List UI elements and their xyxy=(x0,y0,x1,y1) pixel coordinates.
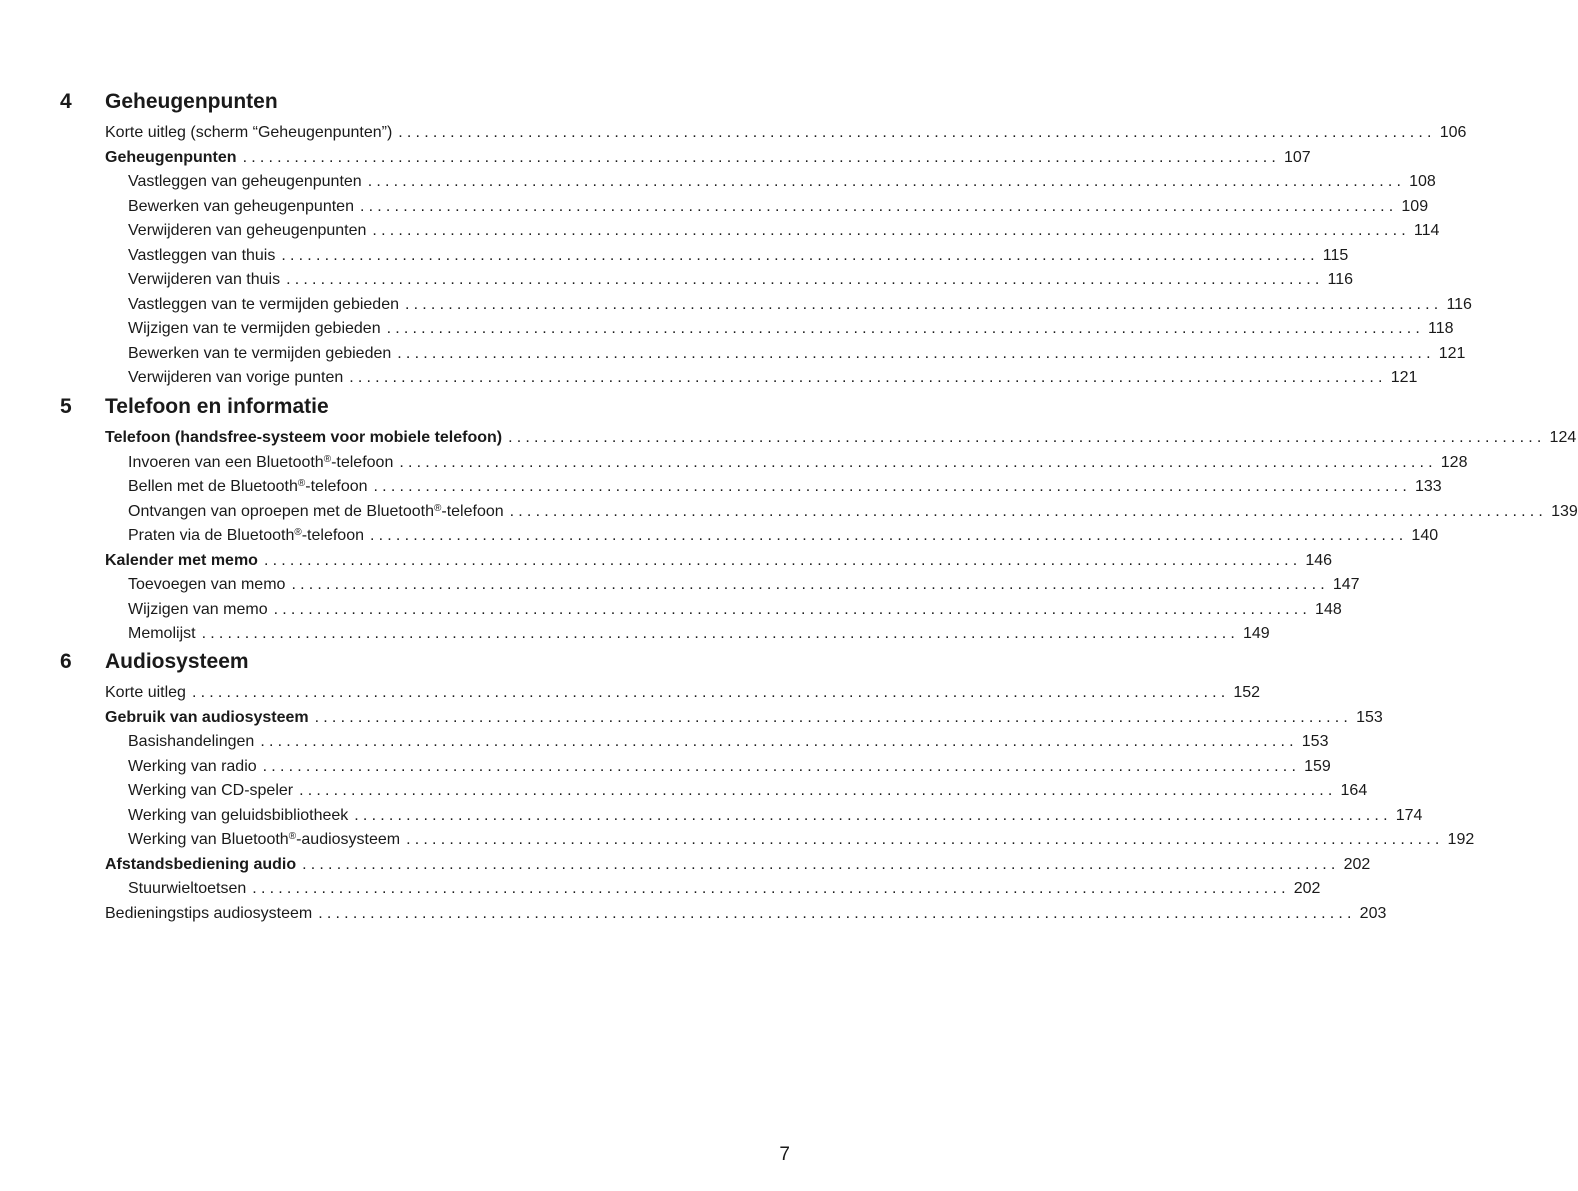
toc-entry-page: 128 xyxy=(1440,453,1468,471)
toc-entry-page: 121 xyxy=(1438,344,1466,362)
dot-leader: ........................................................................................................................ xyxy=(291,576,1329,593)
dot-leader: ........................................................................................................................ xyxy=(281,246,1319,264)
toc-entry-page: 147 xyxy=(1332,576,1360,593)
toc-entry-page: 108 xyxy=(1409,173,1436,190)
dot-leader: ........................................................................................................................ xyxy=(509,502,1548,520)
dot-leader: ........................................................................................................................ xyxy=(299,782,1337,799)
toc-entry-title: Werking van Bluetooth®-audiosysteem xyxy=(128,831,401,848)
toc-entry-page: 139 xyxy=(1551,502,1578,520)
dot-leader: ........................................................................................................................ xyxy=(359,197,1398,215)
toc-entry[interactable] xyxy=(0,426,1577,451)
toc-entry-page: 109 xyxy=(1401,197,1429,215)
chapter-title: Geheugenpunten xyxy=(105,90,278,113)
toc-entry-page: 164 xyxy=(1340,782,1368,799)
toc-entry[interactable] xyxy=(0,853,1371,878)
toc-entry[interactable] xyxy=(0,146,1311,171)
toc-entry-title: Vastleggen van geheugenpunten xyxy=(128,173,362,190)
toc-entry-page: 121 xyxy=(1390,369,1418,386)
toc-entry[interactable] xyxy=(0,877,1321,902)
toc-entry[interactable] xyxy=(0,500,1578,525)
toc-entry-page: 124 xyxy=(1549,429,1577,446)
toc-entry-title: Korte uitleg (scherm “Geheugenpunten”) xyxy=(105,124,393,141)
toc-entry-page: 159 xyxy=(1304,757,1331,775)
toc-entry-page: 118 xyxy=(1428,320,1454,337)
toc-entry-page: 192 xyxy=(1447,831,1475,848)
toc-entry-page: 202 xyxy=(1343,855,1371,873)
toc-entry-page: 202 xyxy=(1293,880,1321,897)
dot-leader: ........................................................................................................................ xyxy=(354,806,1392,824)
toc-entry-title: Gebruik van audiosysteem xyxy=(105,708,309,726)
toc-entry-title: Korte uitleg xyxy=(105,684,186,701)
dot-leader: ........................................................................................................................ xyxy=(263,551,1302,569)
toc-entry-page: 140 xyxy=(1411,527,1439,544)
toc-entry[interactable] xyxy=(0,902,1387,927)
chapter-title: Audiosysteem xyxy=(105,650,249,673)
chapter-number: 4 xyxy=(60,90,72,113)
toc-entry[interactable] xyxy=(0,195,1429,220)
toc-entry-page: 203 xyxy=(1359,904,1387,922)
toc-entry-title: Werking van radio xyxy=(128,757,257,775)
toc-entry-title: Stuurwieltoetsen xyxy=(128,880,247,897)
dot-leader: ........................................................................................................................ xyxy=(260,733,1298,750)
chapter-title: Telefoon en informatie xyxy=(105,395,329,418)
dot-leader: ........................................................................................................................ xyxy=(242,148,1280,166)
toc-entry-title: Invoeren van een Bluetooth®-telefoon xyxy=(128,453,394,471)
toc-entry[interactable] xyxy=(0,170,1436,195)
toc-entry-title: Bewerken van te vermijden gebieden xyxy=(128,344,392,362)
toc-entry[interactable] xyxy=(0,475,1442,500)
chapter-heading xyxy=(0,86,823,118)
toc-entry[interactable] xyxy=(0,706,1383,731)
chapter-heading xyxy=(0,391,823,423)
toc-entry-page: 116 xyxy=(1446,295,1472,313)
dot-leader: ........................................................................................................................ xyxy=(372,222,1410,239)
toc-entry[interactable] xyxy=(0,219,1440,244)
toc-entry[interactable] xyxy=(0,451,1468,476)
toc-entry-title: Toevoegen van memo xyxy=(128,576,286,593)
toc-entry-title: Afstandsbediening audio xyxy=(105,855,297,873)
toc-entry[interactable] xyxy=(0,681,1261,706)
toc-entry-title: Bedieningstips audiosysteem xyxy=(105,904,313,922)
toc-entry[interactable] xyxy=(0,573,1360,598)
toc-entry-page: 114 xyxy=(1413,222,1440,239)
toc-entry-page: 149 xyxy=(1243,625,1270,642)
toc-entry-title: Vastleggen van thuis xyxy=(128,246,276,264)
toc-entry-title: Ontvangen van oproepen met de Bluetooth®-telefoon xyxy=(128,502,504,520)
toc-entry[interactable] xyxy=(0,244,1349,269)
toc-entry-title: Praten via de Bluetooth®-telefoon xyxy=(128,527,364,544)
dot-leader: ........................................................................................................................ xyxy=(367,173,1406,190)
chapter-section xyxy=(0,86,1472,391)
dot-leader: ........................................................................................................................ xyxy=(252,880,1290,897)
toc-entry-title: Basishandelingen xyxy=(128,733,255,750)
toc-entry[interactable] xyxy=(0,804,1423,829)
toc-entry-title: Wijzigen van memo xyxy=(128,600,268,618)
toc-entry[interactable] xyxy=(0,730,1329,755)
toc-entry[interactable] xyxy=(0,598,1342,623)
chapter-number: 5 xyxy=(60,395,72,418)
toc-entry-page: 174 xyxy=(1395,806,1423,824)
toc-entry-title: Wijzigen van te vermijden gebieden xyxy=(128,320,381,337)
dot-leader: ........................................................................................................................ xyxy=(191,684,1230,701)
dot-leader: ........................................................................................................................ xyxy=(405,295,1443,313)
dot-leader: ........................................................................................................................ xyxy=(302,855,1340,873)
chapter-section xyxy=(0,646,1475,926)
toc-entry-page: 153 xyxy=(1356,708,1383,726)
chapter-number: 6 xyxy=(60,650,72,673)
toc-entry-title: Bellen met de Bluetooth®-telefoon xyxy=(128,478,368,495)
toc-entry[interactable] xyxy=(0,121,1467,146)
chapter-section xyxy=(0,391,1578,647)
dot-leader: ........................................................................................................................ xyxy=(262,757,1301,775)
dot-leader: ........................................................................................................................ xyxy=(386,320,1425,337)
toc-entry-title: Kalender met memo xyxy=(105,551,258,569)
dot-leader: ........................................................................................................................ xyxy=(397,344,1435,362)
chapter-heading xyxy=(0,646,823,678)
toc-entry-page: 106 xyxy=(1439,124,1467,141)
toc-entry[interactable] xyxy=(0,755,1331,780)
toc-entry[interactable] xyxy=(0,293,1472,318)
toc-entry[interactable] xyxy=(0,268,1354,293)
dot-leader: ........................................................................................................................ xyxy=(273,600,1312,618)
toc-entry-title: Bewerken van geheugenpunten xyxy=(128,197,354,215)
toc-entry-page: 146 xyxy=(1305,551,1333,569)
dot-leader: ........................................................................................................................ xyxy=(406,831,1444,848)
toc-entry-page: 133 xyxy=(1414,478,1442,495)
dot-leader: ........................................................................................................................ xyxy=(201,625,1239,642)
toc-entry[interactable] xyxy=(0,779,1368,804)
toc-entry[interactable] xyxy=(0,342,1466,367)
dot-leader: ........................................................................................................................ xyxy=(398,124,1436,141)
dot-leader: ........................................................................................................................ xyxy=(286,271,1324,288)
toc-entry-title: Telefoon (handsfree-systeem voor mobiele telefoon) xyxy=(105,429,503,446)
toc-entry[interactable] xyxy=(0,549,1333,574)
dot-leader: ........................................................................................................................ xyxy=(399,453,1437,471)
dot-leader: ........................................................................................................................ xyxy=(508,429,1546,446)
toc-entry-page: 153 xyxy=(1301,733,1329,750)
toc-entry[interactable] xyxy=(0,366,1418,391)
toc-entry-title: Werking van geluidsbibliotheek xyxy=(128,806,349,824)
dot-leader: ........................................................................................................................ xyxy=(369,527,1408,544)
toc-entry[interactable] xyxy=(0,524,1439,549)
toc-entry-title: Memolijst xyxy=(128,625,196,642)
toc-entry[interactable] xyxy=(0,317,1454,342)
dot-leader: ........................................................................................................................ xyxy=(318,904,1356,922)
toc-entry[interactable] xyxy=(0,622,1270,647)
toc-entry[interactable] xyxy=(0,828,1475,853)
toc-entry-title: Verwijderen van geheugenpunten xyxy=(128,222,367,239)
dot-leader: ........................................................................................................................ xyxy=(373,478,1411,495)
toc-entry-title: Werking van CD-speler xyxy=(128,782,294,799)
page-number: 7 xyxy=(779,1144,790,1165)
toc-entry-page: 115 xyxy=(1322,246,1349,264)
toc-entry-page: 107 xyxy=(1284,148,1311,166)
toc-entry-title: Verwijderen van vorige punten xyxy=(128,369,344,386)
toc-entry-page: 152 xyxy=(1233,684,1261,701)
toc-entry-page: 148 xyxy=(1315,600,1342,618)
toc-entry-title: Geheugenpunten xyxy=(105,148,237,166)
dot-leader: ........................................................................................................................ xyxy=(349,369,1387,386)
toc-entry-title: Vastleggen van te vermijden gebieden xyxy=(128,295,399,313)
dot-leader: ........................................................................................................................ xyxy=(314,708,1353,726)
toc-entry-page: 116 xyxy=(1327,271,1354,288)
toc-entry-title: Verwijderen van thuis xyxy=(128,271,281,288)
